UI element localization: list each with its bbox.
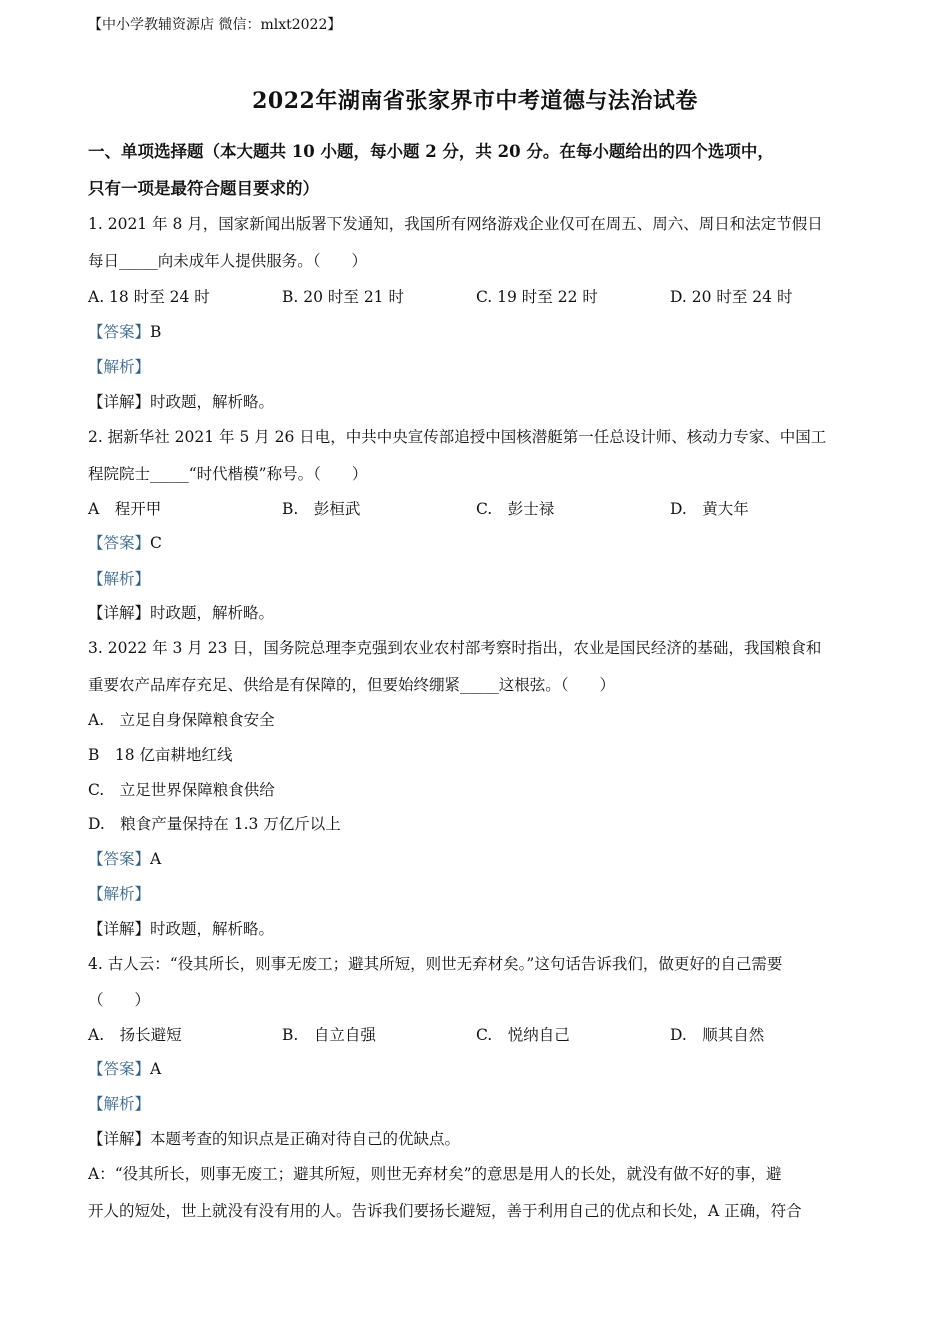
q3-option-b: B 18 亿亩耕地红线: [88, 746, 233, 764]
q4-option-a: A. 扬长避短: [88, 1026, 182, 1044]
q4-answer: [88, 1058, 863, 1080]
q2-stem-line2: 程院院士_____“时代楷模”称号。（ ）: [88, 465, 368, 483]
q4-analysis-tag: 【解析】: [88, 1095, 151, 1113]
q1-option-c: C. 19 时至 22 时: [476, 288, 598, 306]
q3-detail: 【详解】时政题，解析略。: [88, 920, 275, 938]
q3-answer: [88, 848, 863, 870]
answer-tag: 【答案】: [88, 850, 151, 868]
q1-analysis-tag: 【解析】: [88, 358, 151, 376]
q4-stem-line2: （ ）: [88, 991, 151, 1009]
q4-explain-line1: A：“役其所长，则事无废工；避其所短，则世无弃材矣”的意思是用人的长处，就没有做不好的事，避: [88, 1165, 782, 1183]
q3-option-d: D. 粮食产量保持在 1.3 万亿斤以上: [88, 815, 341, 833]
q4-detail: 【详解】本题考查的知识点是正确对待自己的优缺点。: [88, 1130, 461, 1148]
q4-option-c: C. 悦纳自己: [476, 1026, 570, 1044]
q1-option-d: D. 20 时至 24 时: [670, 288, 793, 306]
q1-stem-line2: 每日_____向未成年人提供服务。（ ）: [88, 252, 368, 270]
q1-option-b: B. 20 时至 21 时: [282, 288, 404, 306]
q3-option-c: C. 立足世界保障粮食供给: [88, 781, 275, 799]
page-header: 【中小学教辅资源店 微信：mlxt2022】: [88, 17, 342, 33]
q3-stem-line1: 3. 2022 年 3 月 23 日，国务院总理李克强到农业农村部考察时指出，农业是国民经济的基础，我国粮食和: [88, 639, 822, 657]
q1-stem-line1: 1. 2021 年 8 月，国家新闻出版署下发通知，我国所有网络游戏企业仅可在周五、周六、周日和法定节假日: [88, 215, 823, 233]
q1-detail: 【详解】时政题，解析略。: [88, 393, 275, 411]
section-heading-line1: 一、单项选择题（本大题共 10 小题，每小题 2 分，共 20 分。在每小题给出的四个选项中，: [88, 142, 774, 161]
q2-option-b: B. 彭桓武: [282, 500, 361, 518]
q2-stem-line1: 2. 据新华社 2021 年 5 月 26 日电，中共中央宣传部追授中国核潜艇第一任总设计师、核动力专家、中国工: [88, 428, 827, 446]
q4-stem-line1: 4. 古人云：“役其所长，则事无废工；避其所短，则世无弃材矣。”这句话告诉我们，做更好的自己需要: [88, 955, 783, 973]
section-heading-line2: 只有一项是最符合题目要求的）: [88, 179, 319, 198]
q2-answer: [88, 532, 863, 554]
q1-option-a: A. 18 时至 24 时: [88, 288, 210, 306]
q3-option-a: A. 立足自身保障粮食安全: [88, 711, 275, 729]
q3-analysis-tag: 【解析】: [88, 885, 151, 903]
q2-detail: 【详解】时政题，解析略。: [88, 604, 275, 622]
q4-option-b: B. 自立自强: [282, 1026, 376, 1044]
answer-value: B: [150, 323, 162, 341]
answer-tag: 【答案】: [88, 534, 151, 552]
q3-stem-line2: 重要农产品库存充足、供给是有保障的，但要始终绷紧_____这根弦。（ ）: [88, 676, 616, 694]
answer-value: A: [150, 850, 162, 868]
page-title: 2022年湖南省张家界市中考道德与法治试卷: [252, 88, 698, 114]
answer-tag: 【答案】: [88, 1060, 151, 1078]
answer-value: C: [150, 534, 162, 552]
answer-tag: 【答案】: [88, 323, 151, 341]
q4-explain-line2: 开人的短处，世上就没有没有用的人。告诉我们要扬长避短，善于利用自己的优点和长处，A 正确，符合: [88, 1202, 802, 1220]
q4-option-d: D. 顺其自然: [670, 1026, 765, 1044]
q2-option-a: A 程开甲: [88, 500, 162, 518]
q2-option-c: C. 彭士禄: [476, 500, 555, 518]
q2-option-d: D. 黄大年: [670, 500, 749, 518]
answer-value: A: [150, 1060, 162, 1078]
q2-analysis-tag: 【解析】: [88, 570, 151, 588]
q1-answer: [88, 321, 863, 343]
